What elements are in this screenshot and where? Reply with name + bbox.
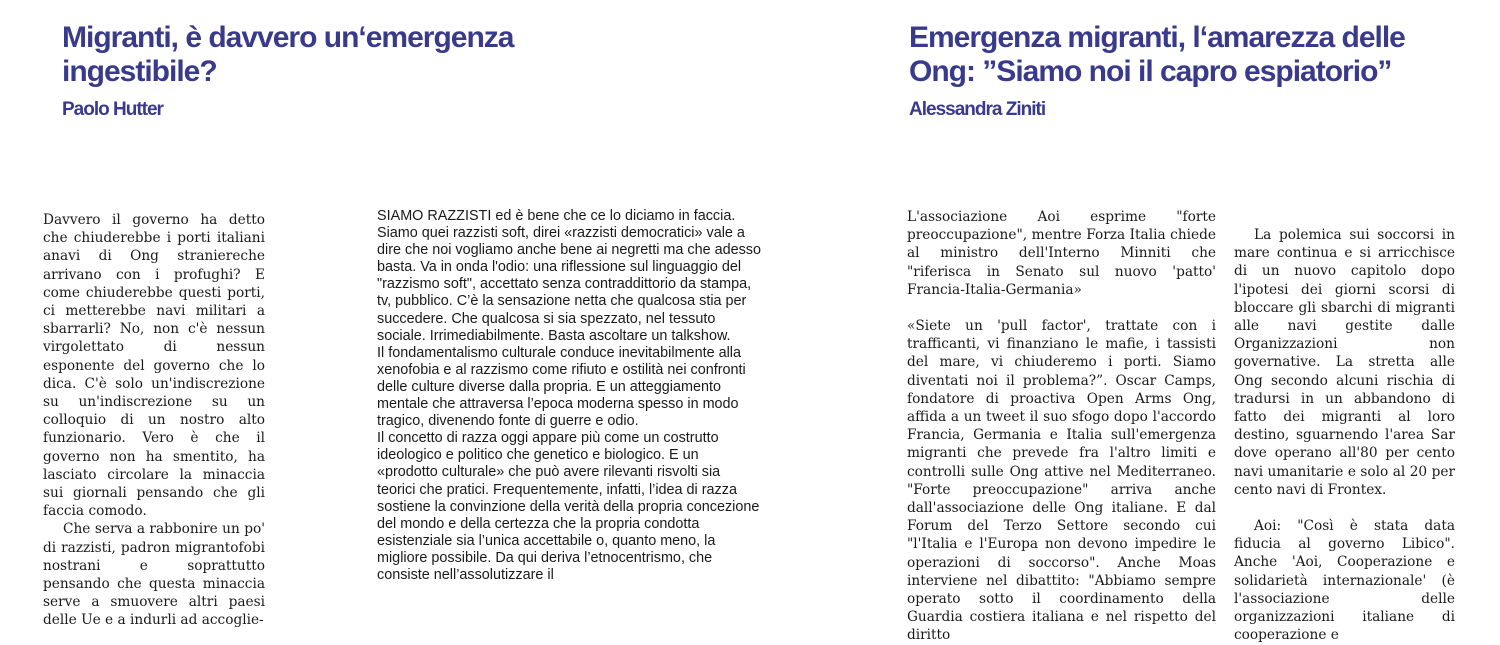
paragraph: Il fondamentalismo culturale conduce inevitabilmente alla xenofobia e al razzismo come rifiuto e ostilità nei confronti delle culture diverse dalla propria. E un atteggiamento mentale che attraversa l’epoca moderna spesso in modo tragico, divenendo fonte di guerre e odio. [377, 344, 746, 430]
paragraph: «Siete un 'pull factor', trattate con i trafficanti, vi finanziano le mafie, i tassisti del mare, vi chiuderemo i porti. Siamo diventati noi il problema?”. Oscar Camps, fondatore di proactiva Open Arms Ong, affida a un tweet il suo sfogo dopo l'accordo Francia, Germania e Italia sull'emergenza migranti che prevede fra l'altro limiti e controlli sulle Ong attive nel Mediterraneo. "Forte preoccupazione" arriva anche dall'associazione delle Ong italiane. E dal Forum del Terzo Settore secondo cui "l'Italia e l'Europa non devono impedire le operazioni di soccorso". Anche Moas interviene nel dibattito: "Abbiamo sempre operato sotto il coordinamento della Guardia costiera italiana e nel rispetto del diritto [907, 318, 1216, 644]
paragraph: Aoi: "Così è stata data fiducia al governo Libico". Anche 'Aoi, Cooperazione e solidarietà internazionale' (è l'associazione delle organizzazioni italiane di cooperazione e [1234, 518, 1455, 644]
paragraph: L'associazione Aoi esprime "forte preoccupazione", mentre Forza Italia chiede al ministro dell'Interno Minniti che "riferisca in Senato sul nuovo 'patto' Francia-Italia-Germania» [907, 209, 1216, 298]
paragraph: Che serva a rabbonire un po' di razzisti, padron migrantofobi nostrani e soprattutto pensando che questa minaccia serve a smuovere altri paesi delle Ue e a indurli ad accoglie- [43, 521, 265, 629]
right-title-line-1: Emergenza migranti, l‘amarezza delle [909, 21, 1405, 54]
right-article-column-2 [1234, 226, 1455, 644]
paragraph: Davvero il governo ha detto che chiuderebbe i porti italiani anavi di Ong straniereche arrivano con i profughi? E come chiuderebbe questi porti, ci metterebbe navi militari a sbarrarli? No, non c'è nessun virgolettato di nessun esponente del governo che lo dica. C'è solo un'indiscrezione su un'indiscrezione su un colloquio di un nostro alto funzionario. Vero è che il governo non ha smentito, ha lasciato circolare la minaccia sui giornali pensando che gli faccia comodo. [43, 212, 265, 520]
right-title-line-2: Ong: ”Siamo noi il capro espiatorio” [909, 55, 1392, 88]
paragraph: SIAMO RAZZISTI ed è bene che ce lo diciamo in faccia. Siamo quei razzisti soft, direi «razzisti democratici» vale a dire che noi vogliamo anche bene ai negretti ma che adesso basta. Va in onda l'odio: una riflessione sul linguaggio del "razzismo soft", accettato senza contraddittorio da stampa, tv, pubblico. C’è la sensazione netta che qualcosa stia per succedere. Che qualcosa si sia spezzato, nel tessuto sociale. Irrimediabilmente. Basta ascoltare un talkshow. [377, 208, 761, 344]
paragraph: La polemica sui soccorsi in mare continua e si arricchisce di un nuovo capitolo dopo l'ipotesi dei giorni scorsi di bloccare gli sbarchi di migranti alle navi gestite dalle Organizzazioni non governative. La stretta alle Ong secondo alcuni rischia di tradursi in un abbandono di fatto dei migranti al loro destino, sguarnendo l'area Sar dove operano all'80 per cento navi umanitarie e solo al 20 per cento navi di Frontex. [1234, 227, 1455, 498]
left-article-column-1 [43, 211, 265, 629]
left-title-line-2: ingestibile? [62, 55, 217, 88]
paragraph: Il concetto di razza oggi appare più come un costrutto ideologico e politico che genetico e biologico. E un «prodotto culturale» che può avere rilevanti risvolti sia teorici che pratici. Frequentemente, infatti, l’idea di razza sostiene la convinzione della verità della propria concezione del mondo e della certezza che la propria condotta esistenziale sia l’unica accettabile o, quanto meno, la migliore possibile. Da qui deriva l’etnocentrismo, che consiste nell’assolutizzare il [377, 430, 760, 583]
right-article-title [909, 21, 1405, 89]
right-article-author: Alessandra Ziniti [909, 99, 1046, 120]
right-article-column-1 [907, 208, 1216, 644]
left-title-line-1: Migranti, è davvero un‘emergenza [62, 21, 514, 54]
left-article-author: Paolo Hutter [62, 99, 163, 120]
left-article-title [62, 21, 513, 89]
left-article-column-2 [377, 208, 762, 622]
